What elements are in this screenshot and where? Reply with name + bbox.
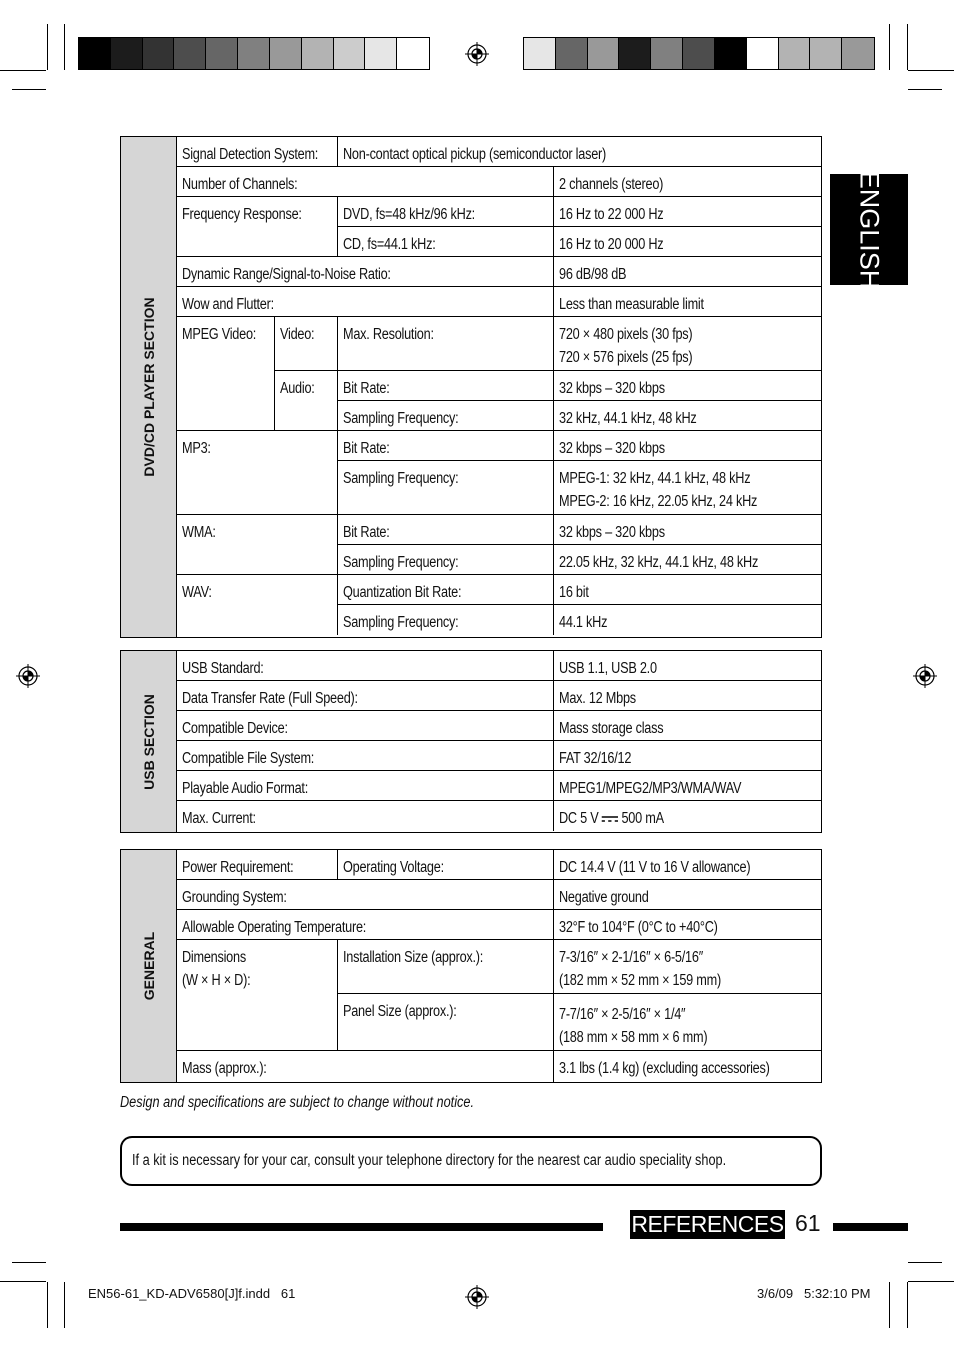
spec-table [177, 651, 821, 832]
color-swatch [206, 38, 238, 69]
color-swatch [143, 38, 175, 69]
crop-mark [908, 70, 954, 71]
color-bar-right [523, 37, 875, 70]
crop-mark [0, 1281, 46, 1282]
color-swatch [238, 38, 270, 69]
spec-value: Less than measurable limit [554, 287, 821, 317]
color-bar-left [78, 37, 430, 70]
section-side-label [121, 137, 177, 637]
spec-value: USB 1.1, USB 2.0 [554, 651, 821, 681]
spec-sublabel: Panel Size (approx.): [338, 994, 554, 1051]
spec-sublabel: Operating Voltage: [338, 850, 554, 880]
spec-sublabel: Sampling Frequency: [338, 605, 554, 635]
section-title: USB SECTION [140, 693, 157, 790]
spec-sublabel: Quantization Bit Rate: [338, 575, 554, 605]
spec-sublabel: Bit Rate: [338, 431, 554, 461]
section-title: GENERAL [140, 931, 157, 1001]
color-swatch [842, 38, 874, 69]
crop-mark [889, 1282, 890, 1328]
spec-label: WMA: [177, 515, 338, 575]
dc-symbol-icon [602, 814, 618, 824]
language-tab-label: ENGLISH [854, 170, 885, 289]
spec-sublabel: CD, fs=44.1 kHz: [338, 227, 554, 257]
spec-change-note: Design and specifications are subject to change without notice. [120, 1094, 474, 1111]
spec-label: Dynamic Range/Signal-to-Noise Ratio: [177, 257, 554, 287]
section-side-label [121, 850, 177, 1082]
crop-mark [908, 89, 942, 90]
crop-mark [889, 24, 890, 70]
spec-sublabel: Sampling Frequency: [338, 401, 554, 431]
spec-value: 16 Hz to 22 000 Hz [554, 197, 821, 227]
crop-mark [907, 1282, 908, 1328]
color-swatch [715, 38, 747, 69]
color-swatch [810, 38, 842, 69]
spec-label: Dimensions (W × H × D): [177, 940, 338, 1051]
spec-value: 720 × 480 pixels (30 fps) 720 × 576 pixels (25 fps) [554, 317, 821, 371]
spec-label: Compatible Device: [177, 711, 554, 741]
color-swatch [556, 38, 588, 69]
color-swatch [779, 38, 811, 69]
spec-label: Mass (approx.): [177, 1051, 554, 1082]
spec-label: WAV: [177, 575, 338, 635]
spec-label: Grounding System: [177, 880, 554, 910]
crop-mark [12, 1262, 46, 1263]
spec-value: 44.1 kHz [559, 614, 608, 631]
color-swatch [79, 38, 111, 69]
spec-value: 16 Hz to 20 000 Hz [554, 227, 821, 257]
spec-value: 32 kbps – 320 kbps [554, 515, 821, 545]
spec-table [177, 850, 821, 1082]
spec-value: DC 5 V 500 mA [559, 810, 664, 827]
spec-label: USB Standard: [177, 651, 554, 681]
registration-mark-icon [465, 1285, 489, 1309]
crop-mark [907, 24, 908, 70]
crop-mark [64, 24, 65, 70]
spec-value: 16 bit [554, 575, 821, 605]
kit-notice-box: If a kit is necessary for your car, consult your telephone directory for the nearest car audio speciality shop. [120, 1136, 822, 1186]
general-section [120, 849, 822, 1083]
spec-label: Data Transfer Rate (Full Speed): [177, 681, 554, 711]
color-swatch [270, 38, 302, 69]
usb-section [120, 650, 822, 833]
crop-mark [908, 1281, 954, 1282]
spec-sublabel: DVD, fs=48 kHz/96 kHz: [338, 197, 554, 227]
spec-value: Non-contact optical pickup (semiconductor laser) [338, 137, 821, 167]
spec-label: Frequency Response: [177, 197, 338, 257]
spec-sublabel: Max. Resolution: [338, 317, 554, 371]
color-swatch [524, 38, 556, 69]
spec-sublabel: Bit Rate: [338, 515, 554, 545]
spec-value: 32°F to 104°F (0°C to +40°C) [554, 910, 821, 940]
page-number: 61 [795, 1210, 821, 1236]
registration-mark-icon [913, 664, 937, 688]
crop-mark [64, 1282, 65, 1328]
spec-sublabel: Sampling Frequency: [338, 461, 554, 515]
spec-sublabel: Sampling Frequency: [338, 545, 554, 575]
section-label-references: REFERENCES [631, 1211, 784, 1237]
file-slug: EN56-61_KD-ADV6580[J]f.indd 61 [88, 1286, 296, 1301]
crop-mark [47, 24, 48, 70]
spec-label: Allowable Operating Temperature: [177, 910, 554, 940]
section-title: DVD/CD PLAYER SECTION [140, 297, 157, 477]
spec-sublabel: Bit Rate: [338, 371, 554, 401]
spec-label: Wow and Flutter: [177, 287, 554, 317]
spec-value: FAT 32/16/12 [554, 741, 821, 771]
spec-value: 22.05 kHz, 32 kHz, 44.1 kHz, 48 kHz [554, 545, 821, 575]
spec-label: Power Requirement: [177, 850, 338, 880]
spec-value: 96 dB/98 dB [554, 257, 821, 287]
dvd-cd-section [120, 136, 822, 638]
color-swatch [747, 38, 779, 69]
color-swatch [111, 38, 143, 69]
spec-sublabel: Video: [275, 317, 338, 371]
spec-value: DC 14.4 V (11 V to 16 V allowance) [554, 850, 821, 880]
section-side-label [121, 651, 177, 832]
crop-mark [47, 1282, 48, 1328]
spec-value: Max. 12 Mbps [554, 681, 821, 711]
spec-label: Compatible File System: [177, 741, 554, 771]
color-swatch [397, 38, 429, 69]
spec-value: 2 channels (stereo) [554, 167, 821, 197]
color-swatch [683, 38, 715, 69]
language-tab [830, 170, 908, 289]
color-swatch [588, 38, 620, 69]
spec-value: 32 kbps – 320 kbps [554, 431, 821, 461]
spec-label: Signal Detection System: [177, 137, 338, 167]
color-swatch [334, 38, 366, 69]
spec-label: Playable Audio Format: [177, 771, 554, 801]
color-swatch [365, 38, 397, 69]
spec-label: Number of Channels: [177, 167, 554, 197]
footer-rule-right [833, 1223, 908, 1231]
color-swatch [174, 38, 206, 69]
spec-value: 32 kbps – 320 kbps [554, 371, 821, 401]
spec-sublabel: Installation Size (approx.): [338, 940, 554, 994]
spec-value: Mass storage class [554, 711, 821, 741]
color-swatch [651, 38, 683, 69]
color-swatch [302, 38, 334, 69]
spec-value: Negative ground [554, 880, 821, 910]
spec-sublabel: Audio: [275, 371, 338, 431]
spec-value: MPEG1/MPEG2/MP3/WMA/WAV [554, 771, 821, 801]
spec-label: MP3: [177, 431, 338, 515]
spec-label: Max. Current: [177, 801, 554, 831]
registration-mark-icon [16, 664, 40, 688]
crop-mark [12, 89, 46, 90]
crop-mark [0, 70, 46, 71]
date-slug: 3/6/09 5:32:10 PM [757, 1286, 871, 1301]
color-swatch [619, 38, 651, 69]
crop-mark [908, 1262, 942, 1263]
spec-value: 7-7/16″ × 2-5/16″ × 1/4″ (188 mm × 58 mm × 6 mm) [554, 994, 821, 1051]
spec-value: MPEG-1: 32 kHz, 44.1 kHz, 48 kHz MPEG-2: 16 kHz, 22.05 kHz, 24 kHz [554, 461, 821, 515]
registration-mark-icon [465, 42, 489, 66]
footer-rule-left [120, 1223, 603, 1231]
spec-table [177, 137, 821, 637]
spec-value: 32 kHz, 44.1 kHz, 48 kHz [554, 401, 821, 431]
spec-label: MPEG Video: [177, 317, 275, 431]
spec-value: 3.1 lbs (1.4 kg) (excluding accessories) [559, 1060, 770, 1077]
spec-value: 7-3/16″ × 2-1/16″ × 6-5/16″ (182 mm × 52 mm × 159 mm) [554, 940, 821, 994]
